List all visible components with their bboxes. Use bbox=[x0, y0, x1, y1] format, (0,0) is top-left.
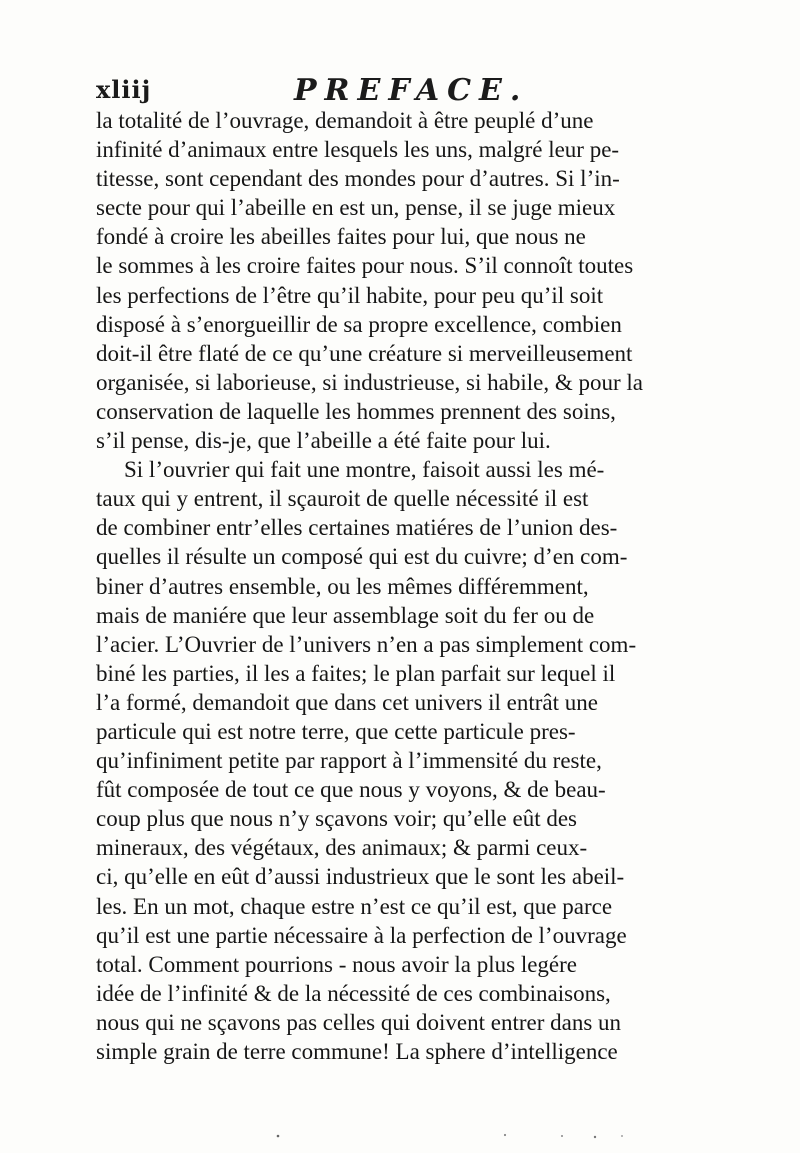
text-line: biner d’autres ensemble, ou les mêmes différemment, bbox=[96, 573, 589, 599]
text-line: Si l’ouvrier qui fait une montre, faisoit aussi les mé- bbox=[124, 457, 605, 483]
text-line: l’acier. L’Ouvrier de l’univers n’en a pas simplement com- bbox=[96, 631, 637, 657]
text-line: s’il pense, dis-je, que l’abeille a été faite pour lui. bbox=[96, 428, 551, 454]
text-line: fût composée de tout ce que nous y voyons, & de beau- bbox=[96, 777, 606, 803]
text-line: particule qui est notre terre, que cette particule pres- bbox=[96, 718, 576, 744]
text-line: secte pour qui l’abeille en est un, pense, il se juge mieux bbox=[96, 195, 616, 221]
text-line: quelles il résulte un composé qui est du cuivre; d’en com- bbox=[96, 544, 628, 570]
text-line: les perfections de l’être qu’il habite, pour peu qu’il soit bbox=[96, 282, 604, 308]
text-line: qu’il est une partie nécessaire à la perfection de l’ouvrage bbox=[96, 922, 627, 948]
running-head-title: PREFACE. bbox=[294, 73, 529, 108]
text-line: disposé à s’enorgueillir de sa propre excellence, combien bbox=[96, 311, 622, 337]
text-line: coup plus que nous n’y sçavons voir; qu’elle eût des bbox=[96, 806, 577, 832]
body-text bbox=[96, 106, 766, 1066]
text-line: simple grain de terre commune! La sphere d’intelligence bbox=[96, 1039, 618, 1064]
text-line: conservation de laquelle les hommes prennent des soins, bbox=[96, 398, 616, 424]
text-line: les. En un mot, chaque estre n’est ce qu’il est, que parce bbox=[96, 893, 613, 919]
text-line: qu’infiniment petite par rapport à l’immensité du reste, bbox=[96, 748, 602, 774]
text-line: doit-il être flaté de ce qu’une créature si merveilleusement bbox=[96, 340, 633, 366]
text-line: total. Comment pourrions - nous avoir la plus legére bbox=[96, 951, 577, 977]
text-line: organisée, si laborieuse, si industrieuse, si habile, & pour la bbox=[96, 369, 643, 395]
text-line: idée de l’infinité & de la nécessité de ces combinaisons, bbox=[96, 980, 611, 1006]
text-line: mais de maniére que leur assemblage soit du fer ou de bbox=[96, 602, 595, 628]
text-line: le sommes à les croire faites pour nous. S’il connoît toutes bbox=[96, 253, 634, 279]
text-line: nous qui ne sçavons pas celles qui doivent entrer dans un bbox=[96, 1009, 622, 1035]
text-line: de combiner entr’elles certaines matiéres de l’union des- bbox=[96, 515, 618, 541]
text-line: infinité d’animaux entre lesquels les uns, malgré leur pe- bbox=[96, 137, 620, 163]
text-line: titesse, sont cependant des mondes pour d’autres. Si l’in- bbox=[96, 166, 620, 192]
page-header bbox=[96, 73, 796, 108]
text-line: taux qui y entrent, il sçauroit de quelle nécessité il est bbox=[96, 486, 589, 512]
text-line: ci, qu’elle en eût d’aussi industrieux que le sont les abeil- bbox=[96, 864, 625, 890]
text-line: fondé à croire les abeilles faites pour lui, que nous ne bbox=[96, 224, 586, 250]
text-line: la totalité de l’ouvrage, demandoit à être peuplé d’une bbox=[96, 108, 594, 133]
text-line: biné les parties, il les a faites; le plan parfait sur lequel il bbox=[96, 660, 616, 686]
print-specks bbox=[260, 1130, 760, 1142]
page-number: xliij bbox=[96, 75, 152, 104]
text-line: mineraux, des végétaux, des animaux; & parmi ceux- bbox=[96, 835, 588, 861]
text-line: l’a formé, demandoit que dans cet univers il entrât une bbox=[96, 689, 598, 715]
